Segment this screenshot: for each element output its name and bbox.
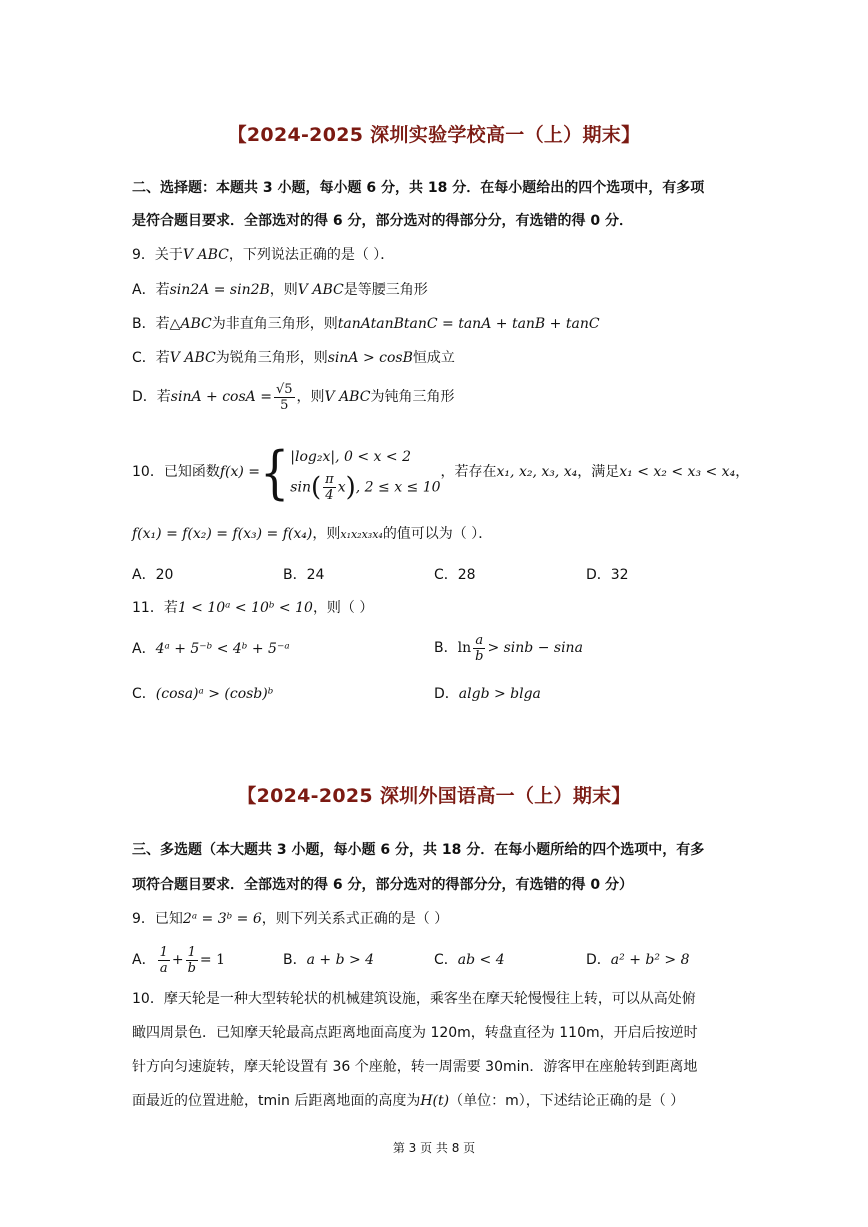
s2-q9-option-c: C．ab < 4 <box>434 952 505 968</box>
s2-q9-option-b: B．a + b > 4 <box>283 952 375 968</box>
s2-q9-option-a: A． $\frac{1}{a}$ + $\frac{1}{b}$ = 1 <box>132 944 226 976</box>
s1-q11-option-c: C．(cosa)ᵃ > (cosb)ᵇ <box>132 686 274 702</box>
section2-instructions-line1: 三、多选题（本大题共 3 小题，每小题 6 分，共 18 分．在每小题所给的四个选项中，有多 <box>132 842 705 858</box>
section1-instructions-line1: 二、选择题：本题共 3 小题，每小题 6 分，共 18 分．在每小题给出的四个选项中，有多项 <box>132 180 705 196</box>
s1-q9-option-d: D．若sinA + cosA = $\frac{√5}{5}$ ，则V ABC为钝角三角形 <box>132 381 455 413</box>
s2-q9-option-d: D．a² + b² > 8 <box>586 952 690 968</box>
sqrt5-over-5-fraction: $\frac{√5}{5}$ <box>275 381 293 413</box>
s1-q9-stem: 9．关于V ABC，下列说法正确的是（ ）． <box>132 247 395 263</box>
s1-q11-stem: 11．若1 < 10ᵃ < 10ᵇ < 10，则（ ） <box>132 600 374 616</box>
s1-q11-option-a: A．4ᵃ + 5⁻ᵇ < 4ᵇ + 5⁻ᵃ <box>132 641 290 657</box>
s2-q10-line4: 面最近的位置进舱，tmin 后距离地面的高度为H(t)（单位：m），下述结论正确的是（ ） <box>132 1093 685 1109</box>
s2-q10-line2: 瞰四周景色．已知摩天轮最高点距离地面高度为 120m，转盘直径为 110m，开启后按逆时 <box>132 1025 698 1041</box>
page-number-footer: 第 3 页 共 8 页 <box>392 1141 476 1155</box>
piecewise-brace: { <box>260 438 290 506</box>
s1-q10-condition: f(x₁) = f(x₂) = f(x₃) = f(x₄)，则x₁x₂x₃x₄的值可以为（ ）． <box>132 526 493 542</box>
section2-title: 【2024-2025 深圳外国语高一（上）期末】 <box>237 785 631 807</box>
s2-q10-line3: 针方向匀速旋转，摩天轮设置有 36 个座舱，转一周需要 30min．游客甲在座舱转到距离地 <box>132 1059 698 1075</box>
s1-q9-option-b: B．若△ABC为非直角三角形，则tanAtanBtanC = tanA + tanB + tanC <box>132 316 600 332</box>
s1-q10-stem: 10．已知函数f(x) ={ |log₂x|, 0 < x < 2 sin( $\frac{\pi}{4}$ x), 2 ≤ x ≤ 10 ，若存在x₁, x₂, x₃, x₄，满足x₁ < x₂ < x₃ < x₄， <box>132 438 750 506</box>
s1-q11-option-d: D．algb > blga <box>434 686 541 702</box>
s1-q11-option-b: B．ln $\frac{a}{b}$ > sinb − sina <box>434 632 583 664</box>
section1-title: 【2024-2025 深圳实验学校高一（上）期末】 <box>227 124 641 146</box>
section1-instructions-line2: 是符合题目要求．全部选对的得 6 分，部分选对的得部分分，有选错的得 0 分． <box>132 213 633 229</box>
s1-q10-option-b: B．24 <box>283 567 325 583</box>
s1-q10-option-c: C．28 <box>434 567 476 583</box>
s1-q9-option-c: C．若V ABC为锐角三角形，则sinA > cosB恒成立 <box>132 350 455 366</box>
s1-q10-option-a: A．20 <box>132 567 174 583</box>
s2-q9-stem: 9．已知2ᵃ = 3ᵇ = 6，则下列关系式正确的是（ ） <box>132 911 449 927</box>
s1-q10-option-d: D．32 <box>586 567 629 583</box>
section2-instructions-line2: 项符合题目要求．全部选对的得 6 分，部分选对的得部分分，有选错的得 0 分） <box>132 877 633 893</box>
s2-q10-line1: 10．摩天轮是一种大型转轮状的机械建筑设施，乘客坐在摩天轮慢慢往上转，可以从高处俯 <box>132 991 696 1007</box>
s1-q9-option-a: A．若sin2A = sin2B，则V ABC是等腰三角形 <box>132 282 428 298</box>
piecewise-definition: |log₂x|, 0 < x < 2 sin( $\frac{\pi}{4}$ x), 2 ≤ x ≤ 10 <box>290 448 441 503</box>
